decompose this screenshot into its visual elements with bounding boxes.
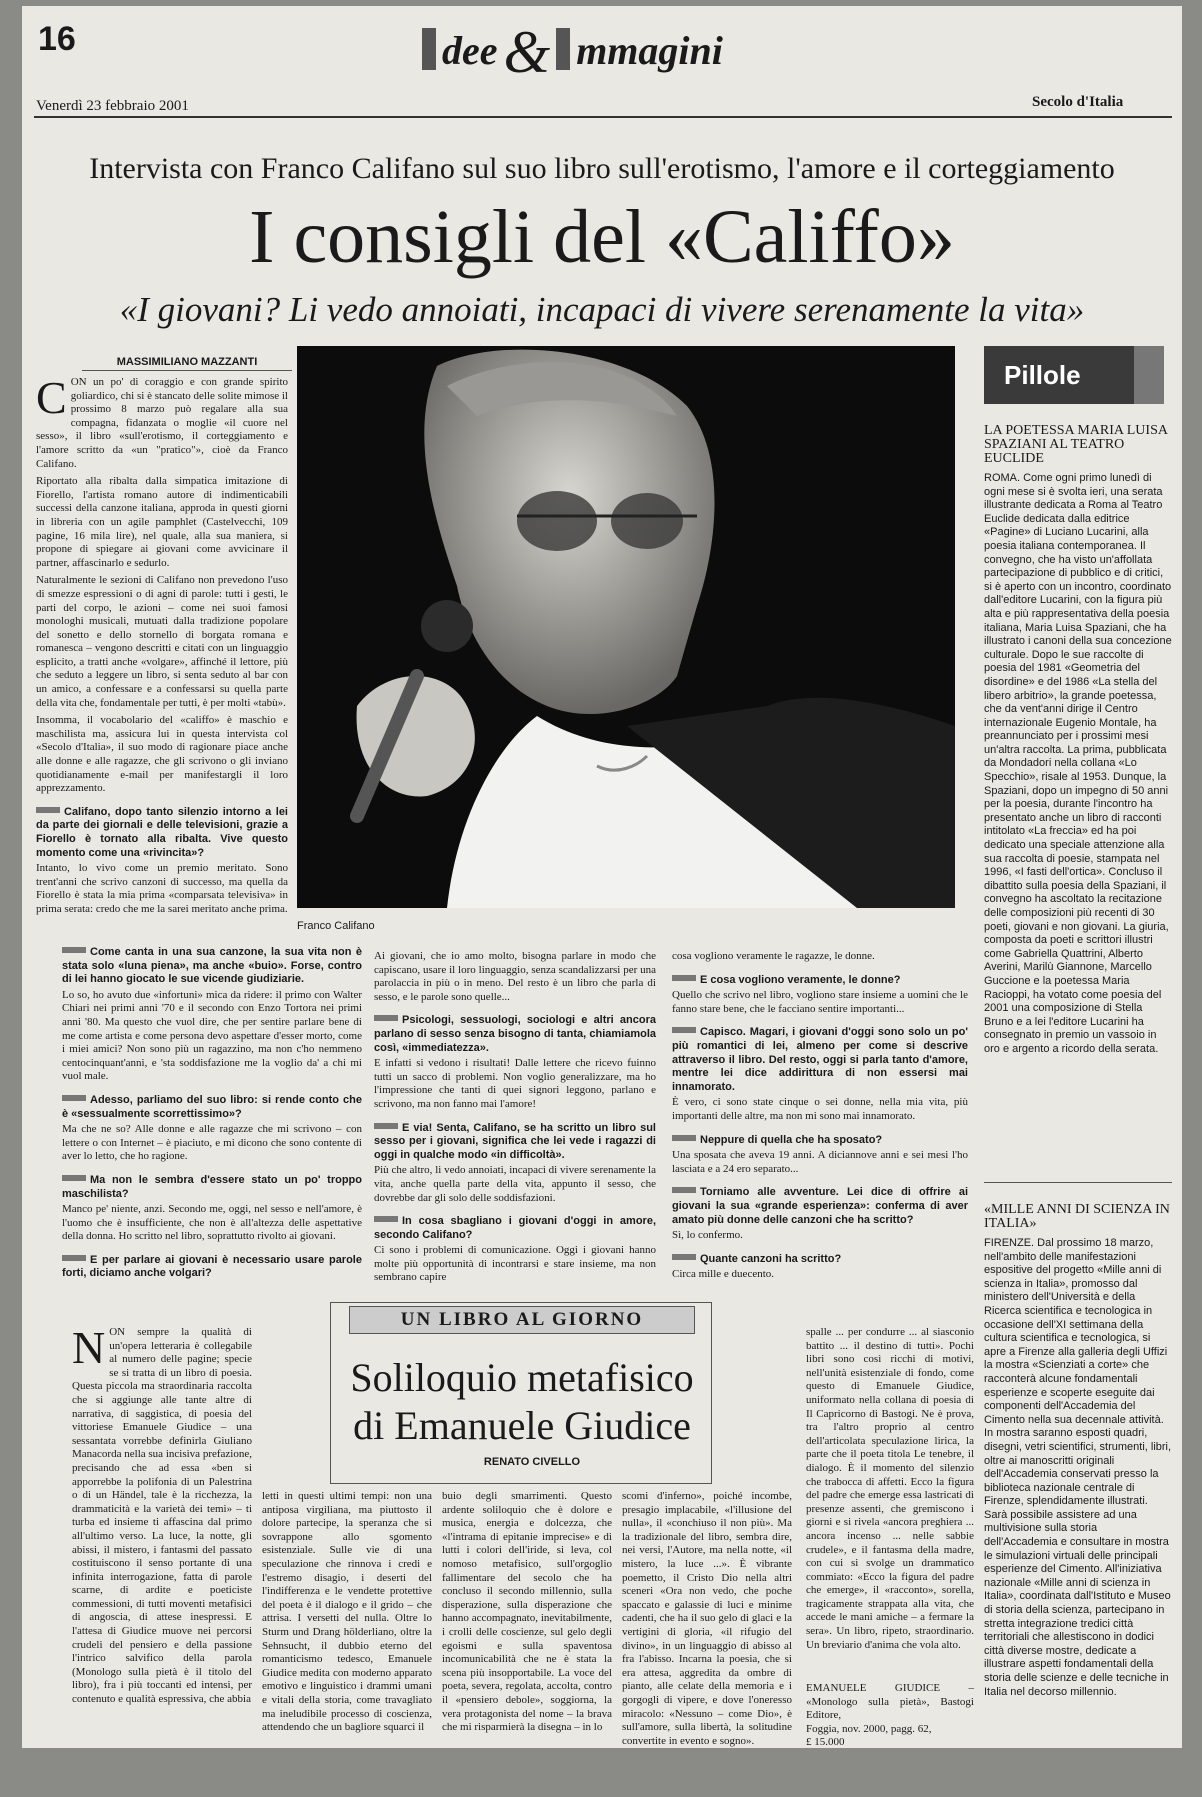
issue-date: Venerdì 23 febbraio 2001 bbox=[36, 98, 189, 114]
interview-answer: Ma che ne so? Alle donne e alle ragazze che mi scrivono – con lettere o con Internet – è piaciuto, e mi dicono che sono contente di aver lo letto, che ho ragione. bbox=[62, 1123, 362, 1163]
masthead-initial-block-2 bbox=[556, 28, 570, 70]
section-masthead bbox=[422, 18, 723, 87]
interview-question bbox=[374, 1215, 656, 1242]
interview-question bbox=[672, 974, 968, 988]
book-reference-line: £ 15.000 bbox=[806, 1736, 845, 1749]
photo-illustration bbox=[297, 346, 955, 908]
masthead-ampersand: & bbox=[503, 19, 551, 85]
article-column-1 bbox=[36, 372, 288, 916]
question-text: Capisco. Magari, i giovani d'oggi sono solo un po' più romantici di lei, almeno per come si descrive attraverso il libro. Del resto, oggi si parla tanto d'amore, mentre lei dice addirittura di non essersi mai innamorato. bbox=[672, 1026, 968, 1093]
question-marker bbox=[62, 1095, 86, 1101]
interview-answer: Ai giovani, che io amo molto, bisogna parlare in modo che capiscano, usare il loro linguaggio, senza scandalizzarsi per una parolaccia in più o in meno. Del resto è un libro che parla di sesso, e le parole sono quelle... bbox=[374, 950, 656, 1003]
question-text: E via! Senta, Califano, se ha scritto un libro sul sesso per i giovani, significa che lei vede i ragazzi di oggi in qualche modo «in difficoltà». bbox=[374, 1121, 656, 1161]
interview-answer: Una sposata che aveva 19 anni. A diciannove anni e sei mesi l'ho lasciata e a 24 ero separato... bbox=[672, 1149, 968, 1175]
interview-answer: Intanto, lo vivo come un premio meritato. Sono trent'anni che scrivo canzoni di successo, ma quella da Fiorello è stata la mia prima «comparsata televisiva» in prima serata: credo che me la sarei meritato anche prima. bbox=[36, 862, 288, 915]
article-title: I consigli del «Califfo» bbox=[249, 195, 955, 279]
book-column-1 bbox=[72, 1322, 252, 1736]
interview-question bbox=[374, 1014, 656, 1055]
sidebar-item-text: FIRENZE. Dal prossimo 18 marzo, nell'ambito delle manifestazioni espositive del progetto «Mille anni di scienza in Italia», promosso dal ministero dell'Università e della Ricerca scientifica e tecnologica in occasione dell'XI settimana della cultura scientifica e tecnologica, si apre a Firenze alla galleria degli Uffizi la mostra «Scienziati a corte» che racconterà alcune fondamentali esperienze e scoperte eseguite dai componenti dell'Accademia del Cimento nella sua decennale attività. In mostra saranno esposti quadri, disegni, vetri scientifici, strumenti, libri, oltre ai manoscritti originali dell'Accademia conservati presso la biblioteca nazionale centrale di Firenze, splendidamente illustrati. Sarà possibile assistere ad una multivisione sulla storia dell'Accademia e consultare in mostra le simulazioni virtuali delle principali esperienze del Cimento. All'iniziativa nazionale «Mille anni di scienza in Italia», coordinata dall'Istituto e Museo di storia della scienza, partecipano in stretta integrazione tredici città territoriali che allestiscono in dodici città diverse mostre, dedicate a illustrare aspetti fondamentali della storia delle scienze e delle tecniche in Italia nel decorso millennio. bbox=[984, 1237, 1172, 1698]
paragraph: spalle ... per condurre ... al siasconio battito ... il destino di tutti». Pochi libri sono così ricchi di motivi, nell'unità esistenziale di fondo, come questo di Emanuele Giudice, uniformato nella collana di poesia di Il Capricorno di Bastogi. Ne è prova, tra l'altro proprio al centro dell'articolata speculazione lirica, la parte che il poeta titola Le tenebre, il dialogo. È il momento del silenzio che trabocca di affetti. Ecco la figura del padre che emerge essa lastricati di presenze assenti, che gremiscono i giorni e si rivela «ancora preghiera ... ancora incenso ... nelle sabbie crudele», e il fantasma della madre, con cui si svolge un drammatico commiato: «Ecco la figura del padre che emerge», il «racconto», sorella, tragicamente strappata alla vita, che accede le mani amiche – a fermare la sera». Un libro, ripeto, straordinario. Un breviario d'anima che vola alto. bbox=[806, 1326, 974, 1651]
article-overtitle: Intervista con Franco Califano sul suo libro sull'erotismo, l'amore e il corteggiamento bbox=[89, 152, 1115, 185]
newspaper-page bbox=[22, 6, 1182, 1748]
book-reference bbox=[806, 1682, 974, 1749]
question-text: Psicologi, sessuologi, sociologi e altri ancora parlano di sesso senza bisogno di tanta, chiamiamola così, «immediatezza». bbox=[374, 1014, 656, 1054]
paragraph: Naturalmente le sezioni di Califano non prevedono l'uso di smezze espressioni o di agni di parole: tutti i gesti, le parti del corpo, le azioni – come nei suoi famosi monologhi musicali, mutuati dalla tradizione popolare del sonetto e dello stornello di borgata romana e romanesca – vengono descritti e citati con un linguaggio esplicito, a tratti anche «volgare», affinché il lettore, più che seduto a leggere un libro, si senta seduto al bar con un amico, a confessare e a confessarsi su quella parte della vita che, fondamentale per tutti, è per molti «tabù». bbox=[36, 574, 288, 709]
question-marker bbox=[672, 975, 696, 981]
interview-question bbox=[36, 806, 288, 860]
article-subtitle: «I giovani? Li vedo annoiati, incapaci di vivere serenamente la vita» bbox=[119, 290, 1085, 329]
question-marker bbox=[62, 947, 86, 953]
interview-question bbox=[672, 1026, 968, 1094]
article-column-4 bbox=[672, 950, 968, 1286]
interview-answer: Quello che scrivo nel libro, vogliono stare insieme a uomini che le fanno stare bene, che le facciano sentire importanti... bbox=[672, 989, 968, 1015]
interview-question bbox=[62, 1254, 362, 1281]
header-rule bbox=[34, 116, 1172, 118]
dropcap: C bbox=[36, 372, 67, 423]
book-column-2 bbox=[262, 1490, 432, 1736]
interview-question bbox=[62, 1174, 362, 1201]
page-number: 16 bbox=[38, 20, 76, 58]
question-text: Torniamo alle avventure. Lei dice di offrire ai giovani la sua «grande esperienza»: conferma di aver amato più donne delle canzoni che ha scritto? bbox=[672, 1186, 968, 1226]
interview-answer: È vero, ci sono state cinque o sei donne, nella mia vita, più importanti delle altre, ma non mi sono mai innamorato. bbox=[672, 1096, 968, 1122]
question-text: Quante canzoni ha scritto? bbox=[700, 1252, 842, 1265]
question-text: Califano, dopo tanto silenzio intorno a lei da parte dei giornali e delle televisioni, grazie a Fiorello è tornato alla ribalta. Vive questo momento come una «rivincita»? bbox=[36, 805, 288, 859]
interview-question bbox=[374, 1122, 656, 1163]
question-marker bbox=[374, 1216, 398, 1222]
paragraph: scomi d'inferno», poiché incombe, presagio implacabile, «l'illusione del nulla», il «conchiuso il non più». Ma la tradizionale del libro, sembra dire, nei versi, l'Autore, ma nella notte, «il mistero, la luce ...». È vibrante poemetto, il Cristo Dio nella altri sceneri «Ora non vedo, che poche spaccato e galassie di luci e minime cadenti, che ha il suo gelo di glaci e la vertigini di gloria, «il rifugio del divino», in un linguaggio di abisso al fra l'abisso. Incarna la poesia, che si era attesa, aggredita da ombre di pianto, alle celate della memoria e i gorgogli di vipere, e dove l'oneresso miracolo: «Nessuno – come Dio», è sull'amore, sulla libertà, la solitudine convertite in evento e sogno». bbox=[622, 1490, 792, 1747]
question-marker bbox=[672, 1254, 696, 1260]
sidebar-label bbox=[984, 346, 1164, 404]
publication-name: Secolo d'Italia bbox=[1032, 94, 1124, 110]
question-marker bbox=[62, 1175, 86, 1181]
book-byline: RENATO CIVELLO bbox=[483, 1456, 581, 1468]
question-text: In cosa sbagliano i giovani d'oggi in amore, secondo Califano? bbox=[374, 1215, 656, 1241]
question-text: Adesso, parliamo del suo libro: si rende conto che è «sessualmente scorrettissimo»? bbox=[62, 1093, 362, 1120]
interview-question bbox=[672, 1253, 968, 1267]
paragraph: buio degli smarrimenti. Questo ardente soliloquio che è dolore e musica, energia e dolcezza, che «l'intrama di epitanie imprecise» e di lutti i colori dell'iride, si leva, col nomoso metafisico, sull'orgoglio fallimentare del secolo che ha concluso il secondo millennio, sulla disperazione, sulla disperazione che hanno accompagnato, inevitabilmente, i crolli delle coscienze, sul gelo degli egoismi e sulla spaventosa incomunicabilità che ne è stata la scena più insopportabile. La voce del poeta, severa, regolata, accolta, contro il «pensiero debole», soggiorna, la vera protagonista del nome – la brava che mi risparmierà la disegna – in lo bbox=[442, 1490, 612, 1734]
photo-caption: Franco Califano bbox=[297, 920, 375, 932]
question-marker bbox=[374, 1015, 398, 1021]
interview-question bbox=[62, 1094, 362, 1121]
article-column-2 bbox=[62, 936, 362, 1286]
question-marker bbox=[672, 1187, 696, 1193]
paragraph: letti in questi ultimi tempi: non una antiposa virgiliana, ma piuttosto il dolore partecipe, la speranza che si sovrappone allo sgomento esistenziale. Sulle vie di una speculazione che rinnova i credi e l'estremo disagio, i deserti del l'indifferenza e le vendette protettive del poeta è il dialogo e il grido – che attrisa. I versetti del nulla. Oltre lo Sturm und Drang hölderliano, oltre la Sehnsucht, il dubbio eterno del romanticismo tedesco, Emanuele Giudice medita con moderno apparato emotivo e linguistico i drammi umani e vitali della storia, come travagliato ma ineludibile processo di coscienza, attendendo che un bagliore squarci il bbox=[262, 1490, 432, 1734]
question-text: E per parlare ai giovani è necessario usare parole forti, diciamo anche volgari? bbox=[62, 1253, 362, 1280]
sidebar-item-title: «MILLE ANNI DI SCIENZA IN ITALIA» bbox=[984, 1202, 1170, 1231]
book-column-3 bbox=[442, 1490, 612, 1736]
sidebar-label-flag bbox=[1134, 346, 1164, 404]
pillole-sidebar bbox=[984, 346, 1172, 1797]
interview-answer: Lo so, ho avuto due «infortuni» mica da ridere: il primo con Walter Chiari nei primi anni '70 e il secondo con Enzo Tortora nei primi anni '80. Ma questo che vuol dire, che per sentire parlare bene di me come artista e come persona devo aspettare d'esser morto, come i miei amici? Non sono più un ragazzino, ma non c'ho nemmeno centocinquant'anni, e 'sta soddisfazione me la voglio da' a chi mi vuol male. bbox=[62, 988, 362, 1083]
sidebar-divider bbox=[984, 1182, 1172, 1183]
interview-answer: cosa vogliono veramente le ragazze, le donne. bbox=[672, 950, 875, 962]
paragraph: ON sempre la qualità di un'opera letteraria è collegabile al numero delle pagine; specie se si tratta di un libro di poesia. Questa piccola ma straordinaria raccolta che si aggiunge alle tante altre di narrativa, di saggistica, di poesia del vittoriese Emanuele Giudice – una sessantata vorrebbe definirla Giuliano Manacorda nella sua incisiva prefazione, precisando che ad essa «ben si apporrebbe la polifonia di un Palestrina o di un Händel, tale è la ricchezza, la drammaticità e la varietà dei temi» – ti turba ed insieme ti affascina dal primo all'ultimo verso. La luce, la notte, gli abissi, il mistero, i fantasmi del passato costituiscono il senso portante di una infinita interrogazione, fatta di parole scarne, di ardite e poeticiste commessioni, di tutti moventi metafisici di angoscia, di attese inespressi. E l'attesa di Giudice muove nei percorsi crudeli del pensiero e della passione l'intrico salvifico della parola (Monologo sulla pietà è il titolo del libro), fra i più toccanti ed intensi, per contenuto e qualità espressiva, che abbia bbox=[72, 1326, 252, 1706]
book-rubric: UN LIBRO AL GIORNO bbox=[349, 1306, 695, 1334]
interview-answer: Circa mille e duecento. bbox=[672, 1268, 775, 1281]
paragraph: Insomma, il vocabolario del «califfo» è maschio e maschilista ma, assicura lui in questa intervista col «Secolo d'Italia», il suo modo di ragionare piace anche alle donne e alle ragazze, che gli scrivono o gli inviano quotidianamente e-mail per manifestargli il loro apprezzamento. bbox=[36, 714, 288, 795]
interview-answer: Più che altro, li vedo annoiati, incapaci di vivere serenamente la vita, anche quella parte della vita, appunto il sesso, che dovrebbe dar gli solo delle soddisfazioni. bbox=[374, 1164, 656, 1204]
book-column-5 bbox=[806, 1326, 974, 1676]
interview-answer: Manco pe' niente, anzi. Secondo me, oggi, nel sesso e nell'amore, è l'uomo che è insufficiente, che non è all'altezza delle aspettative della donna. Ho scritto nel libro, soprattutto rivolto ai giovani. bbox=[62, 1203, 362, 1243]
article-column-3 bbox=[374, 950, 656, 1286]
interview-answer: Sì, lo confermo. bbox=[672, 1229, 743, 1242]
book-column-4 bbox=[622, 1490, 792, 1747]
paragraph: ON un po' di coraggio e con grande spirito goliardico, chi si è stancato delle solite mimose il prossimo 8 marzo può regalare alla sua compagna, fidanzata o moglie «il cuore nel sesso», il libro «sull'erotismo, il corteggiamento e l'amore scritto da «un "pratico"», cioè da Franco Califano. bbox=[36, 376, 288, 470]
question-marker bbox=[374, 1123, 398, 1129]
interview-answer: Ci sono i problemi di comunicazione. Oggi i giovani hanno molte più opportunità di incontrarsi e stare insieme, ma non sembrano capire bbox=[374, 1244, 656, 1284]
interview-question bbox=[62, 946, 362, 987]
question-marker bbox=[672, 1027, 696, 1033]
question-text: Neppure di quella che ha sposato? bbox=[700, 1133, 883, 1146]
sidebar-item-title: LA POETESSA MARIA LUISA SPAZIANI AL TEATRO EUCLIDE bbox=[984, 423, 1168, 466]
question-marker bbox=[36, 807, 60, 813]
question-marker bbox=[62, 1255, 86, 1261]
sidebar-item-text: ROMA. Come ogni primo lunedì di ogni mese si è svolta ieri, una serata illustrante dedicata a Roma al Teatro Euclide dedicata dalla editrice «Pagine» di Luciano Lucarini, alla poesia italiana contemporanea. Il convegno, che ha visto un'affollata partecipazione di pubblico e di critici, si è aperto con un incontro, coordinato dall'editore Lucarini, con la figura più alta e più rappresentativa della poesia italiana, Maria Luisa Spaziani, che ha illustrato i canoni della sua concezione culturale. Dopo le sue raccolte di poesia del 1981 «Geometria del disordine» e del 1986 «La stella del libero arbitrio», la grande poetessa, che da vent'anni dirige il Centro internazionale Eugenio Montale, ha preannunciato per i prossimi mesi un'altra raccolta. La prima, pubblicata da Mondadori nella collana «Lo Specchio», risale al 1953. Dunque, la Spaziani, dopo un impegno di 50 anni per la poesia, durante l'incontro ha presentato anche un libro di racconti intitolato «La freccia» ed ha poi dedicato una speciale attenzione alla sua raccolta di poesie, stampata nel 1996, «I fasti dell'ortica». Concluso il dibattito sulla poesia della Spaziani, il convegno ha ascoltato la recitazione delle composizioni più recenti di 30 poeti, giovani e non giovani. La giuria, composta da poeti e scrittori illustri come Gabriella Quattrini, Alberto Averini, Marilù Giannone, Marcello Guccione e la poetessa Maria Racioppi, ha votato come poesia del 2001 una composizione di Stella Bruno e a lei l'editore Lucarini ha consegnato in premio un vassoio in oro e argento a ricordo della serata. bbox=[984, 472, 1172, 1055]
masthead-word-1: dee bbox=[442, 28, 498, 73]
interview-question bbox=[672, 1186, 968, 1227]
question-text: Come canta in una sua canzone, la sua vita non è stata solo «luna piena», ma anche «buio». Forse, contro di lei hanno giocato le sue vicende giudiziarie. bbox=[62, 946, 362, 986]
dropcap: N bbox=[72, 1322, 106, 1373]
book-reference-line: Foggia, nov. 2000, pagg. 62, bbox=[806, 1722, 932, 1735]
masthead-initial-block bbox=[422, 28, 436, 70]
question-marker bbox=[672, 1135, 696, 1141]
sidebar-label-text: Pillole bbox=[1004, 360, 1081, 390]
portrait-photo bbox=[297, 346, 955, 908]
question-text: E cosa vogliono veramente, le donne? bbox=[700, 973, 901, 986]
article-byline: MASSIMILIANO MAZZANTI bbox=[82, 356, 292, 371]
masthead-word-2: mmagini bbox=[576, 28, 723, 73]
question-text: Ma non le sembra d'essere stato un po' troppo maschilista? bbox=[62, 1173, 362, 1200]
paragraph: Riportato alla ribalta dalla simpatica imitazione di Fiorello, l'artista romano autore di indimenticabili successi della canzone italiana, approda in questi giorni in libreria con un agile pamphlet (Castelvecchi, 109 pagine, 16 mila lire), nel quale, alla sua maniera, si propone di spiegare ai giovani come avvicinare il partner, affascinarlo e sedurlo. bbox=[36, 475, 288, 569]
book-reference-line: EMANUELE GIUDICE – «Monologo sulla pietà», Bastogi Editore, bbox=[806, 1682, 974, 1722]
interview-question bbox=[672, 1134, 968, 1148]
book-title: Soliloquio metafisico di Emanuele Giudice bbox=[350, 1355, 694, 1448]
interview-answer: E infatti si vedono i risultati! Dalle lettere che ricevo fuinno tutti un sacco di problemi. Non voglio generalizzare, ma ho l'impressione che tanti di quei signori leggono, parlano e scrivono, ma non fanno mai l'amore! bbox=[374, 1057, 656, 1110]
